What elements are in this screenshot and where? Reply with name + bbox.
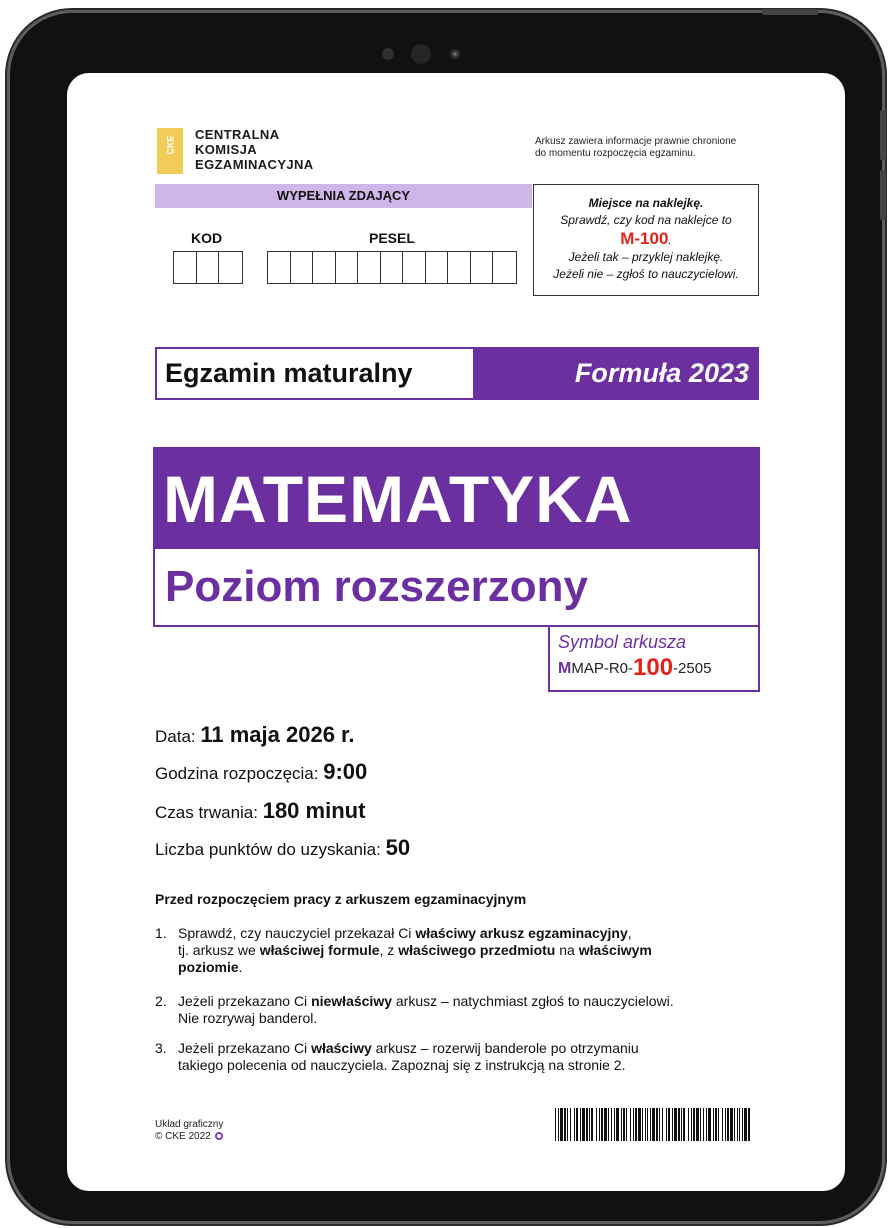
sticker-code: M-100: [620, 229, 669, 248]
barcode-bar: [589, 1108, 590, 1141]
text: arkusz – rozerwij banderole po otrzymaniu: [371, 1040, 639, 1056]
pesel-digit-box[interactable]: [313, 252, 336, 283]
proximity-sensor: [450, 49, 460, 59]
candidate-fill-header: WYPEŁNIA ZDAJĄCY: [155, 184, 532, 208]
document-page[interactable]: [67, 73, 845, 1191]
sheet-symbol-box: [548, 626, 760, 692]
barcode-bar: [611, 1108, 612, 1141]
camera-icon: [411, 44, 431, 64]
kod-label: KOD: [191, 230, 223, 246]
text: Sprawdź, czy nauczyciel przekazał Ci: [178, 925, 416, 941]
pesel-digit-box[interactable]: [493, 252, 516, 283]
barcode-bar: [691, 1108, 692, 1141]
barcode-bar: [656, 1108, 658, 1141]
barcode-bar: [647, 1108, 648, 1141]
duration-label: Czas trwania:: [155, 803, 263, 822]
pesel-digit-box[interactable]: [358, 252, 381, 283]
barcode-bar: [635, 1108, 637, 1141]
barcode-bar: [574, 1108, 575, 1141]
barcode-bar: [591, 1108, 593, 1141]
barcode-bar: [739, 1108, 740, 1141]
barcode-bar: [734, 1108, 735, 1141]
logo-line: CENTRALNA: [195, 127, 280, 142]
instruction-text: [178, 993, 755, 1027]
barcode-bar: [560, 1108, 563, 1141]
barcode-bar: [668, 1108, 670, 1141]
barcode-bar: [681, 1108, 682, 1141]
instruction-item: [155, 925, 755, 976]
barcode-bar: [742, 1108, 743, 1141]
barcode-bar: [638, 1108, 641, 1141]
barcode-bar: [725, 1108, 726, 1141]
instruction-item: [155, 1040, 755, 1074]
barcode-bar: [659, 1108, 660, 1141]
top-button: [762, 9, 818, 15]
pesel-input-boxes[interactable]: [267, 251, 517, 284]
symbol-m: M: [558, 660, 572, 677]
protected-line: do momentu rozpoczęcia egzaminu.: [535, 148, 696, 159]
subject-title: MATEMATYKA: [155, 449, 758, 549]
instructions-heading: Przed rozpoczęciem pracy z arkuszem egzaminacyjnym: [155, 891, 527, 907]
exam-date: [155, 721, 355, 751]
barcode-bar: [608, 1108, 609, 1141]
sticker-code-line: [534, 229, 758, 249]
footer-line: Układ graficzny: [155, 1119, 224, 1130]
barcode-bar: [706, 1108, 707, 1141]
sheet-symbol-label: Symbol arkusza: [558, 632, 687, 652]
barcode-bar: [713, 1108, 714, 1141]
bold-text: właściwy arkusz egzaminacyjny: [415, 925, 628, 941]
barcode-bar: [604, 1108, 607, 1141]
barcode-bar: [674, 1108, 677, 1141]
barcode-bar: [623, 1108, 625, 1141]
points-value: 50: [385, 835, 411, 860]
barcode-bar: [614, 1108, 615, 1141]
instruction-text: [178, 1040, 755, 1074]
pesel-digit-box[interactable]: [426, 252, 449, 283]
text: Jeżeli przekazano Ci: [178, 1040, 312, 1056]
volume-up-button: [880, 110, 886, 160]
volume-down-button: [880, 170, 886, 220]
barcode-bar: [683, 1108, 685, 1141]
sticker-title: Miejsce na naklejkę.: [588, 196, 704, 210]
text: .: [238, 959, 243, 975]
pesel-digit-box[interactable]: [336, 252, 359, 283]
barcode-bar: [586, 1108, 588, 1141]
barcode-bar: [708, 1108, 711, 1141]
points-label: Liczba punktów do uzyskania:: [155, 840, 386, 859]
symbol-number: 100: [633, 654, 674, 681]
kod-digit-box[interactable]: [219, 252, 242, 283]
pesel-digit-box[interactable]: [403, 252, 426, 283]
sticker-line: Jeżeli tak – przyklej naklejkę.: [568, 250, 724, 264]
barcode-bar: [727, 1108, 729, 1141]
bold-text: poziomie: [178, 959, 239, 975]
logo-line: KOMISJA: [195, 142, 258, 157]
barcode-bar: [672, 1108, 673, 1141]
barcode-bar: [715, 1108, 717, 1141]
barcode-bar: [570, 1108, 571, 1141]
pesel-digit-box[interactable]: [448, 252, 471, 283]
barcode-bar: [616, 1108, 619, 1141]
bold-text: właściwego przedmiotu: [398, 942, 556, 958]
ring-icon: [215, 1132, 223, 1140]
barcode-bar: [599, 1108, 600, 1141]
instruction-text: [178, 925, 755, 976]
pesel-digit-box[interactable]: [291, 252, 314, 283]
barcode-bar: [580, 1108, 581, 1141]
barcode-bar: [722, 1108, 723, 1141]
symbol-suffix: -2505: [673, 660, 712, 677]
text: Jeżeli przekazano Ci: [178, 993, 312, 1009]
bold-text: właściwym: [578, 942, 652, 958]
barcode-bar: [582, 1108, 585, 1141]
barcode-bar: [564, 1108, 566, 1141]
cke-logo-mark: [157, 128, 183, 174]
pesel-digit-box[interactable]: [268, 252, 291, 283]
protected-line: Arkusz zawiera informacje prawnie chronione: [535, 136, 737, 147]
sticker-line: Jeżeli nie – zgłoś to nauczycielowi.: [553, 267, 739, 281]
footer-credit: [155, 1119, 223, 1143]
kod-digit-box[interactable]: [197, 252, 220, 283]
subject-box: [153, 447, 760, 627]
barcode-bar: [567, 1108, 568, 1141]
text: tj. arkusz we: [178, 942, 260, 958]
instruction-number: 2.: [155, 993, 167, 1009]
text: takiego polecenia od nauczyciela. Zapoznaj się z instrukcją na stronie 2.: [178, 1057, 626, 1073]
bold-text: właściwej formule: [259, 942, 380, 958]
pesel-digit-box[interactable]: [381, 252, 404, 283]
barcode-bar: [666, 1108, 667, 1141]
barcode-bar: [703, 1108, 704, 1141]
barcode-bar: [748, 1108, 750, 1141]
logo-line: EGZAMINACYJNA: [195, 157, 314, 172]
barcode-bar: [596, 1108, 597, 1141]
barcode-bar: [688, 1108, 689, 1141]
cke-logo-text: [195, 127, 314, 172]
start-label: Godzina rozpoczęcia:: [155, 764, 324, 783]
exam-type: Egzamin maturalny: [157, 349, 473, 398]
barcode: [555, 1108, 751, 1141]
barcode-bar: [744, 1108, 747, 1141]
barcode-bar: [633, 1108, 634, 1141]
barcode-bar: [621, 1108, 622, 1141]
instruction-number: 1.: [155, 925, 167, 941]
barcode-bar: [678, 1108, 680, 1141]
exam-points: [155, 834, 410, 864]
kod-digit-box[interactable]: [174, 252, 197, 283]
footer-line: [155, 1131, 223, 1143]
instruction-item: [155, 993, 755, 1027]
protected-notice: [535, 136, 765, 160]
kod-input-boxes[interactable]: [173, 251, 243, 284]
instruction-number: 3.: [155, 1040, 167, 1056]
sticker-code-suffix: .: [668, 233, 672, 247]
text: Nie rozrywaj banderol.: [178, 1010, 318, 1026]
pesel-digit-box[interactable]: [471, 252, 494, 283]
barcode-bar: [630, 1108, 631, 1141]
duration-value: 180 minut: [262, 798, 366, 823]
exam-type-bar: [155, 347, 759, 400]
barcode-bar: [645, 1108, 646, 1141]
text: ,: [627, 925, 632, 941]
subject-level: Poziom rozszerzony: [165, 562, 588, 611]
bold-text: niewłaściwy: [311, 993, 392, 1009]
barcode-bar: [718, 1108, 719, 1141]
exam-duration: [155, 797, 365, 827]
barcode-bar: [576, 1108, 578, 1141]
barcode-bar: [652, 1108, 655, 1141]
sensor-dot: [382, 48, 394, 60]
barcode-bar: [662, 1108, 663, 1141]
logo-mark-letters: CKE: [165, 135, 176, 155]
symbol-prefix: MAP-R0-: [571, 660, 633, 677]
text: arkusz – natychmiast zgłoś to nauczycielowi.: [392, 993, 674, 1009]
barcode-bar: [730, 1108, 733, 1141]
barcode-bar: [626, 1108, 627, 1141]
sheet-symbol-code: [558, 654, 750, 683]
text: na: [555, 942, 579, 958]
bold-text: właściwy: [311, 1040, 372, 1056]
start-value: 9:00: [323, 759, 368, 784]
barcode-bar: [696, 1108, 699, 1141]
sticker-line: Sprawdź, czy kod na naklejce to: [560, 213, 732, 227]
barcode-bar: [642, 1108, 643, 1141]
pesel-label: PESEL: [369, 230, 415, 246]
barcode-bar: [555, 1108, 556, 1141]
sticker-area: [533, 184, 759, 296]
exam-formula: Formuła 2023: [473, 349, 757, 398]
barcode-bar: [558, 1108, 559, 1141]
barcode-bar: [650, 1108, 651, 1141]
copyright-text: © CKE 2022: [155, 1131, 211, 1142]
date-value: 11 maja 2026 r.: [200, 722, 355, 747]
exam-start: [155, 758, 367, 788]
barcode-bar: [601, 1108, 603, 1141]
barcode-bar: [737, 1108, 738, 1141]
barcode-bar: [700, 1108, 701, 1141]
text: , z: [379, 942, 399, 958]
barcode-bar: [693, 1108, 695, 1141]
tablet-frame: [10, 13, 882, 1221]
date-label: Data:: [155, 727, 201, 746]
